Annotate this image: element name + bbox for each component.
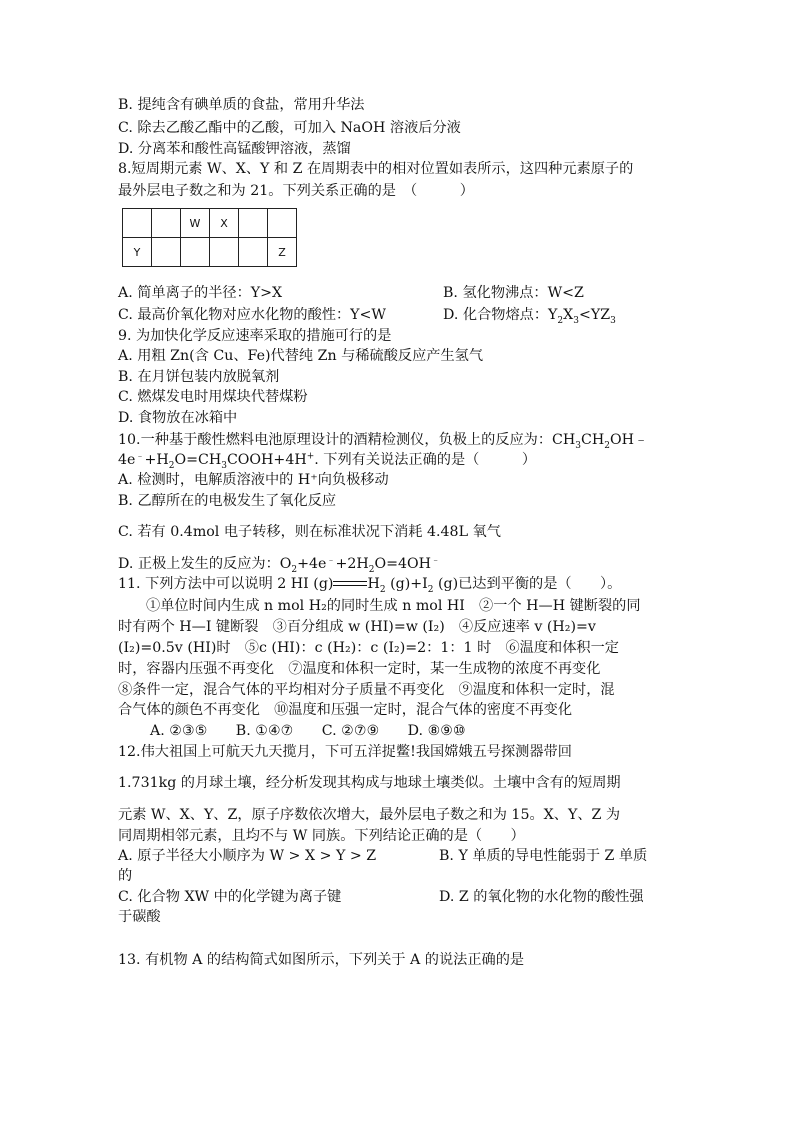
q11-line3: (I₂)=0.5v (HI)时 ⑤c (HI)：c (H₂)：c (I₂)=2：1：1 时 ⑥温度和体积一定 [118,640,619,656]
q12-option-c: C. 化合物 XW 中的化学键为离子键 [118,889,342,905]
q12-option-b: B. Y 单质的导电性能弱于 Z 单质 [439,848,648,864]
q12-option-a: A. 原子半径大小顺序为 W > X > Y > Z [118,848,377,864]
table-cell [239,209,268,238]
q10-stem-line2: $4e^﹣+H_2O=CH_3COOH+4H^+$. 下列有关说法正确的是（ ） [118,451,537,471]
table-cell [210,238,239,267]
q8-option-b: B. 氢化物沸点：W<Z [443,285,584,301]
q9-option-b: B. 在月饼包装内放脱氧剂 [118,369,280,385]
q9-stem: 9. 为加快化学反应速率采取的措施可行的是 [118,328,392,344]
q9-option-a: A. 用粗 Zn(含 Cu、Fe)代替纯 Zn 与稀硫酸反应产生氢气 [118,348,484,364]
q11-line5: ⑧条件一定，混合气体的平均相对分子质量不再变化 ⑨温度和体积一定时，混 [118,682,615,698]
q12-line4: 同周期相邻元素，且均不与 W 同族。下列结论正确的是（ ） [118,828,525,844]
q12-option-d: D. Z 的氧化物的水化物的酸性强 [439,889,644,905]
q8-option-d: D. 化合物熔点：$Y_2X_3<YZ_3$ [443,307,616,326]
q10-option-b: B. 乙醇所在的电极发生了氧化反应 [118,493,337,509]
q12-option-b-cont: 的 [118,868,133,884]
q8-option-c: C. 最高价氧化物对应水化物的酸性：Y<W [118,307,387,323]
q9-option-d: D. 食物放在冰箱中 [118,410,238,426]
q8-option-a: A. 简单离子的半径：Y>X [118,285,283,301]
q10-stem-line1: 10.一种基于酸性燃料电池原理设计的酒精检测仪，负极上的反应为：$CH_3CH_2OH﹣$ [118,432,649,451]
q7-option-d: D. 分离苯和酸性高锰酸钾溶液，蒸馏 [118,141,351,157]
q12-line1: 12.伟大祖国上可航天九天揽月，下可五洋捉鳖!我国嫦娥五号探测器带回 [118,744,572,760]
q12-line3: 元素 W、X、Y、Z，原子序数依次增大，最外层电子数之和为 15。X、Y、Z 为 [118,807,621,823]
table-row [123,209,297,238]
table-cell [181,238,210,267]
table-cell [152,238,181,267]
table-cell [152,209,181,238]
table-cell: W [181,209,210,238]
table-cell: Y [123,238,152,267]
q9-option-c: C. 燃煤发电时用煤块代替煤粉 [118,389,308,405]
q8-stem-line2: 最外层电子数之和为 21。下列关系正确的是 （ ） [118,183,474,199]
q11-line6: 合气体的颜色不再变化 ⑩温度和压强一定时，混合气体的密度不再变化 [118,702,573,718]
q11-options: A. ②③⑤ B. ①④⑦ C. ②⑦⑨ D. ⑧⑨⑩ [150,723,466,739]
q7-option-b: B. 提纯含有碘单质的食盐，常用升华法 [118,97,365,113]
q12-line2: 1.731kg 的月球土壤，经分析发现其构成与地球土壤类似。土壤中含有的短周期 [118,775,621,791]
q12-option-d-cont: 于碳酸 [118,909,161,925]
q13-stem: 13. 有机物 A 的结构简式如图所示，下列关于 A 的说法正确的是 [118,952,525,968]
equilibrium-arrow-icon [333,579,367,589]
table-cell: X [210,209,239,238]
q10-option-d: D. 正极上发生的反应为：$O_2+4e^﹣+2H_2O=4OH^﹣$ [118,555,441,575]
q7-option-c: C. 除去乙酸乙酯中的乙酸，可加入 NaOH 溶液后分液 [118,120,461,136]
table-cell [239,238,268,267]
table-cell [268,209,297,238]
periodic-position-table [122,208,297,267]
q11-line2: 时有两个 H—I 键断裂 ③百分组成 w (HI)=w (I₂) ④反应速率 v (H₂)=v [118,619,596,635]
table-row [123,238,297,267]
q11-line1: ①单位时间内生成 n mol H₂的同时生成 n mol HI ②一个 H—H 键断裂的同 [146,598,641,614]
q10-option-c: C. 若有 0.4mol 电子转移，则在标准状况下消耗 4.48L 氧气 [118,524,501,540]
table-cell: Z [268,238,297,267]
q8-stem-line1: 8.短周期元素 W、X、Y 和 Z 在周期表中的相对位置如表所示，这四种元素原子的 [118,161,634,177]
q11-stem: 11. 下列方法中可以说明 2 HI (g) $H_2$ $(g)+I_2$ (g)已达到平衡的是（ ）。 [118,576,622,595]
q11-line4: 时，容器内压强不再变化 ⑦温度和体积一定时，某一生成物的浓度不再变化 [118,661,601,677]
q10-option-a: A. 检测时，电解质溶液中的 H⁺向负极移动 [118,472,389,488]
table-cell [123,209,152,238]
